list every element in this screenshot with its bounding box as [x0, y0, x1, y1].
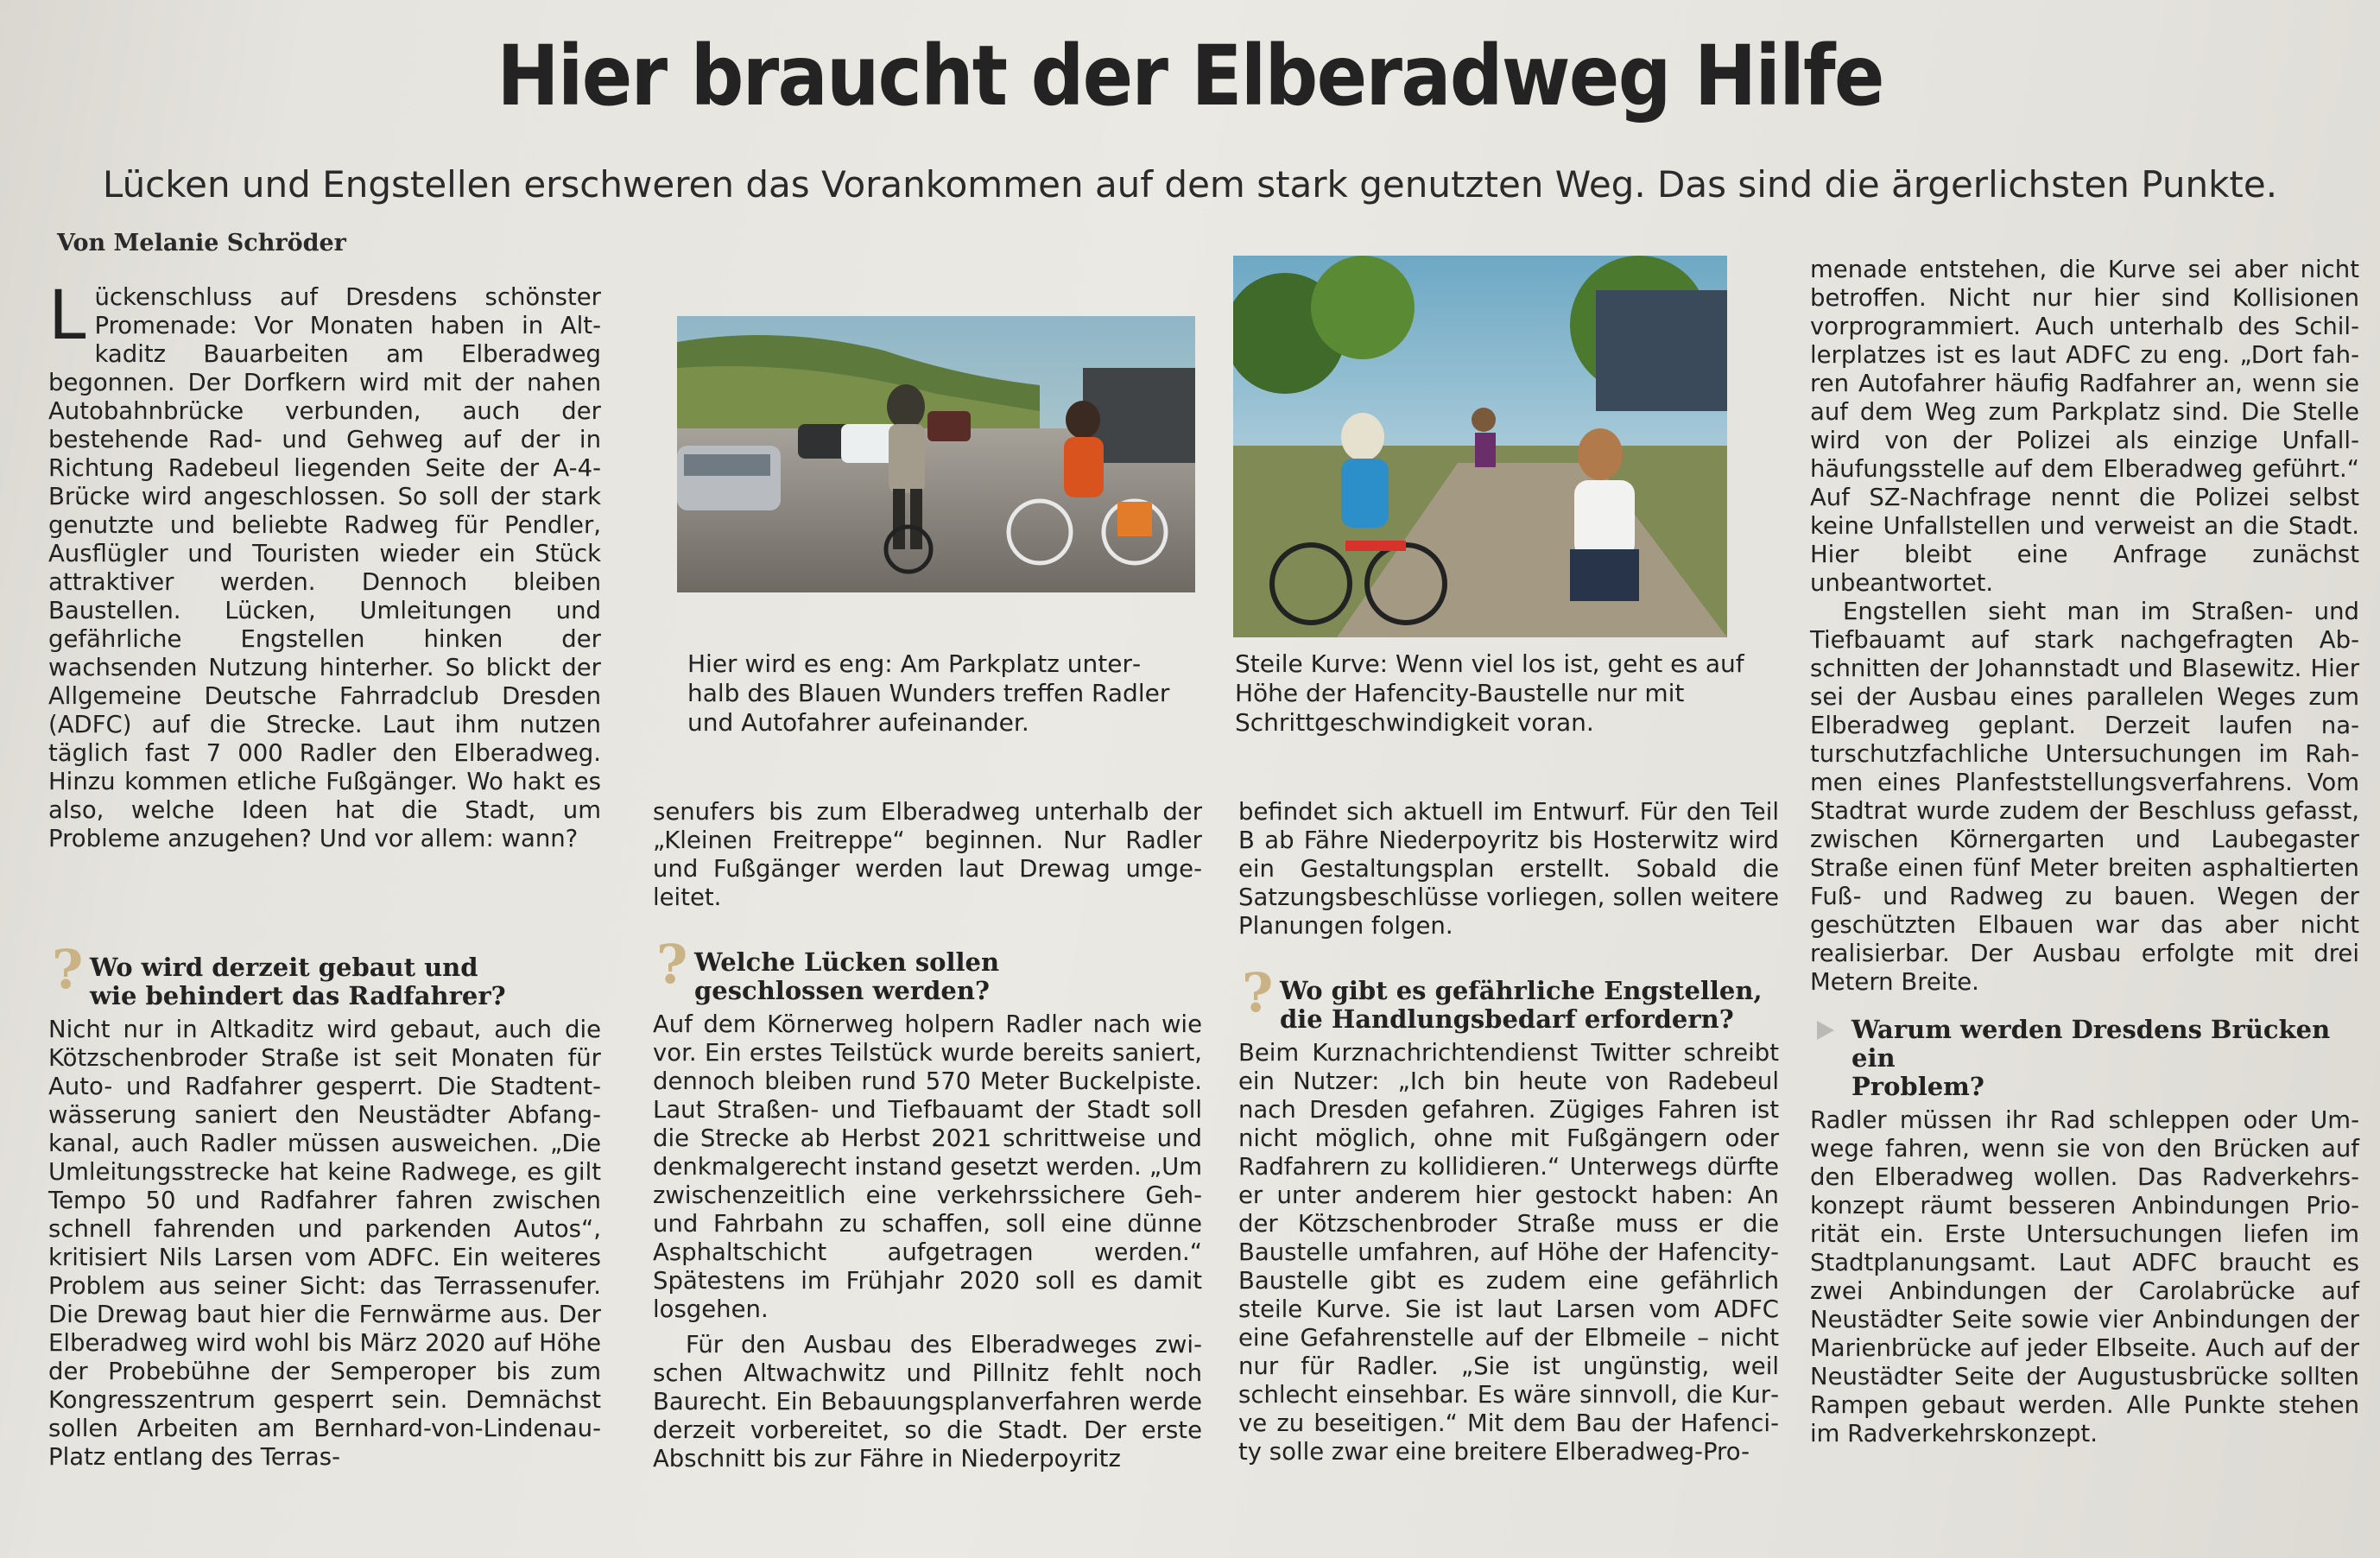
- column-4-top-text: menade entstehen, die Kurve sei aber nicht betroffen. Nicht nur hier sind Kollisionen vorprogrammiert. Auch unterhalb des Schillerplatzes ist es laut ADFC zu eng. „Dort fahren Autofahrer häufig Radfahrer an, wenn sie auf dem Weg zum Parkplatz sind. Die Stelle wird von der Polizei als einzige Unfallhäufungsstelle auf dem Elberadweg geführt.“ Auf SZ-Nachfrage nennt die Polizei selbst keine Unfallstellen und verweist an die Stadt. Hier bleibt eine Anfrage zunächst unbeantwortet.: [1810, 256, 2359, 597]
- column-3-top-text: befindet sich aktuell im Entwurf. Für den Teil B ab Fähre Niederpoyritz bis Hosterwitz wird ein Gestaltungsplan erstellt. Sobald die Satzungsbeschlüsse vorliegen, sollen weitere Planungen folgen.: [1238, 798, 1779, 940]
- column-4-paragraph-2: Engstellen sieht man im Straßen- und Tiefbauamt auf stark nachgefragten Abschnitten der Johannstadt und Blasewitz. Hier sei der Ausbau eines parallelen Weges zum Elberadweg geplant. Derzeit laufen naturschutzfachliche Untersuchungen im Rahmen eines Planfeststellungsverfahrens. Vom Stadtrat wurde zudem der Beschluss gefasst, zwischen Körnergarten und Laubegaster Straße einen fünf Meter breiten asphaltierten Fuß- und Radweg zu bauen. Wegen der geschützten Elbauen war das aber nicht realisierbar. Der Ausbau erfolgte mit drei Metern Breite.: [1810, 598, 2359, 996]
- section-heading-3: ? Wo gibt es gefährliche Engstellen, die Handlungsbedarf erfordern?: [1242, 961, 1763, 1034]
- section-body-2b: Für den Ausbau des Elberadweges zwischen Altwachwitz und Pillnitz fehlt noch Baurecht. Ein Bebauungsplanverfahren werde derzeit vorbereitet, so die Stadt. Der erste Abschnitt bis zur Fähre in Niederpoyritz: [653, 1331, 1202, 1472]
- column-4: [1810, 256, 2359, 1448]
- caption-2: Steile Kurve: Wenn viel los ist, geht es auf Höhe der Hafencity-Baustelle nur mit Schrittgeschwindigkeit voran.: [1235, 649, 1744, 737]
- section-heading-1: ? Wo wird derzeit gebaut und wie behindert das Radfahrer?: [52, 938, 506, 1010]
- photo-parking-lot: [677, 316, 1195, 592]
- column-2-top-text: senufers bis zum Elberadweg unterhalb der „Kleinen Freitreppe“ beginnen. Nur Radler und Fußgänger werden laut Drewag umgeleitet.: [653, 798, 1202, 911]
- column-3: [1238, 798, 1779, 1466]
- column-1: [48, 277, 601, 853]
- section-body-3: Beim Kurznachrichtendienst Twitter schreibt ein Nutzer: „Ich bin heute von Radebeul nach Dresden gefahren. Zügiges Fahren ist nicht möglich, ohne mit Fußgängern oder Radfahrern zu kollidieren.“ Unterwegs dürfte er unter anderem hier gestockt haben: An der Kötzschenbroder Straße muss er die Baustelle umfahren, auf Höhe der Hafencity-Baustelle gibt es zudem eine gefährlich steile Kurve. Sie ist laut Larsen vom ADFC eine Gefahrenstelle auf der Elbmeile – nicht nur für Radler. „Sie ist ungünstig, weil schlecht einsehbar. Es wäre sinnvoll, die Kurve zu beseitigen.“ Mit dem Bau der Hafencity solle zwar eine breitere Elberadweg-Pro-: [1238, 1039, 1779, 1466]
- triangle-bullet-icon: [1817, 1021, 1834, 1040]
- subheadline: Lücken und Engstellen erschweren das Vorankommen auf dem stark genutzten Weg. Das sind die ärgerlichsten Punkte.: [102, 163, 2278, 206]
- photo-hafencity-curve: [1233, 256, 1727, 637]
- photo-parking-lot-image: [677, 316, 1195, 592]
- section-body-4: Radler müssen ihr Rad schleppen oder Umwege fahren, wenn sie von den Brücken auf den Elberadweg wollen. Das Radverkehrskonzept räumt besseren Anbindungen Priorität ein. Erste Untersuchungen liefen im Stadtplanungsamt. Laut ADFC braucht es zwei Anbindungen der Carolabrücke auf Neustädter Seite sowie vier Anbindungen der Marienbrücke auf jeder Elbseite. Auch auf der Neustädter Seite der Augustusbrücke sollten Rampen gebaut werden. Alle Punkte stehen im Radverkehrskonzept.: [1810, 1106, 2359, 1447]
- section-heading-4: Warum werden Dresdens Brücken ein Problem?: [1810, 1016, 2359, 1101]
- section-heading-2: ? Welche Lücken sollen geschlossen werden?: [656, 933, 1000, 1005]
- question-mark-icon: ?: [1242, 961, 1274, 1024]
- photo-hafencity-curve-image: [1233, 256, 1727, 637]
- byline: Von Melanie Schröder: [57, 230, 346, 256]
- question-mark-icon: ?: [656, 933, 688, 996]
- drop-cap: L: [48, 277, 86, 355]
- intro-paragraph: [48, 277, 601, 853]
- section-body-1: Nicht nur in Altkaditz wird gebaut, auch die Kötzschenbroder Straße ist seit Monaten für Auto- und Radfahrer gesperrt. Die Stadtentwässerung saniert den Neustädter Abfangkanal, auch Radler müssen ausweichen. „Die Umleitungsstrecke hat keine Radwege, es gilt Tempo 50 und Radfahrer fahren zwischen schnell fahrenden und parkenden Autos“, kritisiert Nils Larsen vom ADFC. Ein weiteres Problem aus seiner Sicht: das Terrassenufer. Die Drewag baut hier die Fernwärme aus. Der Elberadweg wird wohl bis März 2020 auf Höhe der Probebühne der Semperoper bis zum Kongresszentrum gesperrt sein. Demnächst sollen Arbeiten am Bernhard-von-Lindenau-Platz entlang des Terras-: [48, 1016, 601, 1471]
- intro-text: ückenschluss auf Dresdens schönster Promenade: Vor Monaten haben in Altkaditz Bauarbeiten am Elberadweg begonnen. Der Dorfkern wird mit der nahen Autobahnbrücke verbunden, auch der bestehende Rad- und Gehweg auf der in Richtung Radebeul liegenden Seite der A-4-Brücke wird angeschlossen. So soll der stark genutzte und beliebte Radweg für Pendler, Ausflügler und Touristen wieder ein Stück attraktiver werden. Dennoch bleiben Baustellen. Lücken, Umleitungen und gefährliche Engstellen hinken der wachsenden Nutzung hinterher. So blickt der Allgemeine Deutsche Fahrradclub Dresden (ADFC) auf die Strecke. Laut ihm nutzen täglich fast 7 000 Radler den Elberadweg. Hinzu kommen etliche Fußgänger. Wo hakt es also, welche Ideen hat die Stadt, um Probleme anzugehen? Und vor allem: wann?: [48, 283, 601, 852]
- headline: Hier braucht der Elberadweg Hilfe: [497, 28, 1883, 124]
- column-1-lower: [48, 938, 601, 1472]
- caption-1: Hier wird es eng: Am Parkplatz unterhalb des Blauen Wunders treffen Radler und Autofahrer aufeinander.: [687, 649, 1170, 737]
- question-mark-icon: ?: [52, 938, 84, 1001]
- section-body-2: Auf dem Körnerweg holpern Radler nach wie vor. Ein erstes Teilstück wurde bereits saniert, dennoch bleiben rund 570 Meter Buckelpiste. Laut Straßen- und Tiefbauamt der Stadt soll die Strecke ab Herbst 2021 schrittweise und denkmalgerecht instand gesetzt werden. „Um zwischenzeitlich eine verkehrssichere Geh- und Fahrbahn zu schaffen, soll eine dünne Asphaltschicht aufgetragen werden.“ Spätestens im Frühjahr 2020 soll es damit losgehen.: [653, 1010, 1202, 1323]
- column-2: [653, 798, 1202, 1473]
